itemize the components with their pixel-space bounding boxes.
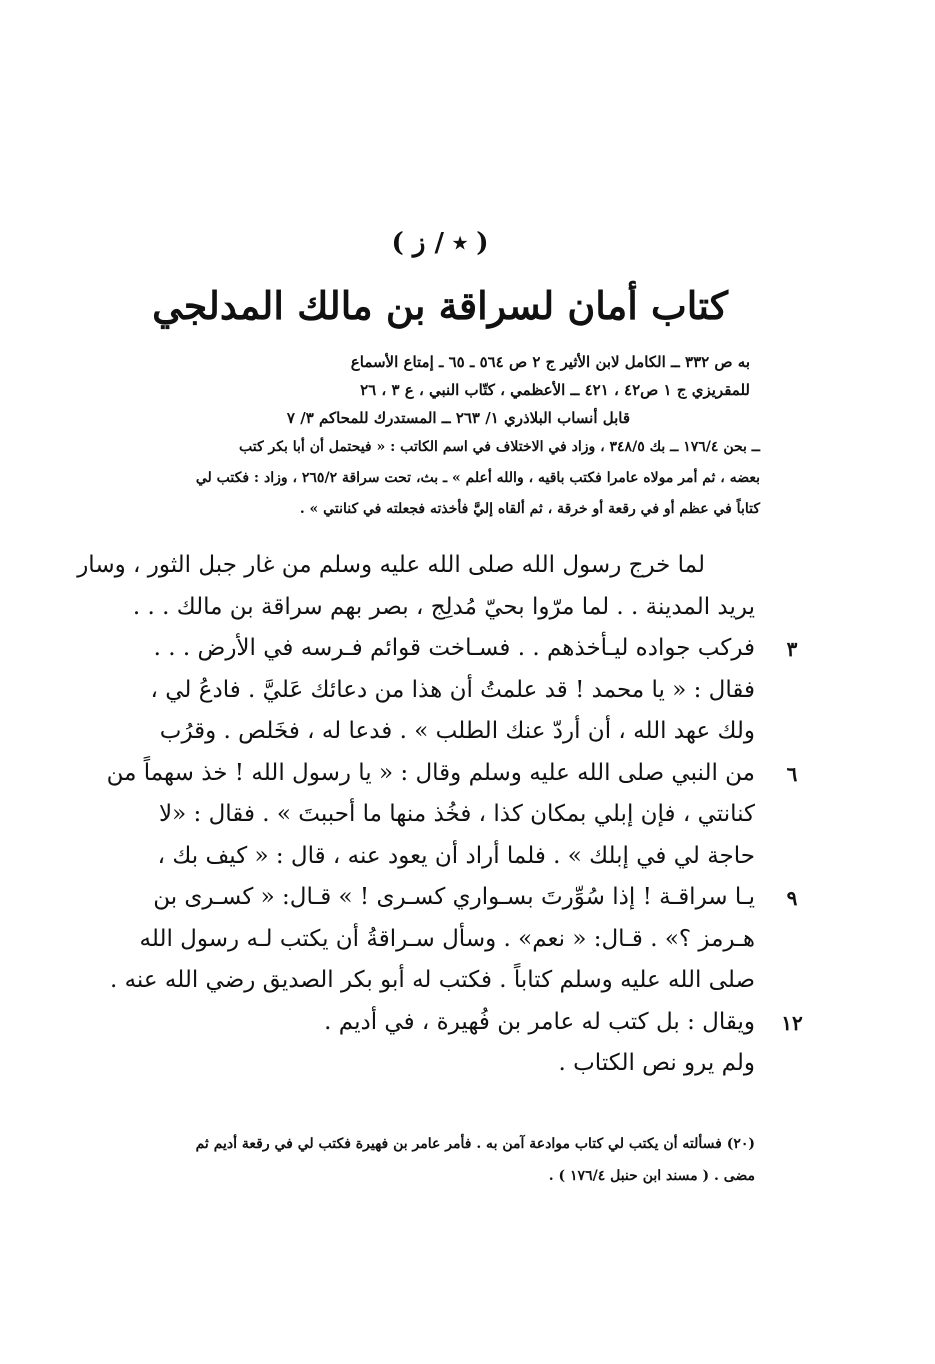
footnote-block <box>155 1128 755 1192</box>
body-text <box>77 545 755 1085</box>
body-line: هـرمز ؟» . قـال: « نعم» . وسأل سـراقةُ أن يكتب لـه رسول الله <box>139 925 755 952</box>
body-line: حاجة لي في إبلك » . فلما أراد أن يعود عنه ، قال : « كيف بك ، <box>157 842 755 869</box>
line-number: ٦ <box>786 762 798 786</box>
document-title: كتاب أمان لسراقة بن مالك المدلجي <box>152 283 728 328</box>
body-line: فقال : « يا محمد ! قد علمتُ أن هذا من دعائك عَليَّ . فادعُ لي ، <box>150 676 755 703</box>
line-number: ٣ <box>786 637 798 661</box>
body-line: ولك عهد الله ، أن أردّ عنك الطلب » . فدعا له ، فخَلص . وقرُب <box>159 718 755 744</box>
footnote-line: (٢٠) فسألته أن يكتب لي كتاب موادعة آمن به . فأمر عامر بن فهيرة فكتب لي في رقعة أديم ثم <box>195 1136 755 1152</box>
source-line: قابل أنساب البلاذري ١/ ٢٦٣ ــ المستدرك للمحاكم ٣/ ٧ <box>286 409 630 427</box>
body-line: يـا سراقـة ! إذا سُوِّرتَ بسـواري كسـرى ! » قـال: « كسـرى بن <box>153 884 755 910</box>
line-number: ٩ <box>786 886 798 910</box>
note-line: بعضه ، ثم أمر مولاه عامرا فكتب باقيه ، والله أعلم » ـ بث، تحت سراقة ٢٦٥/٢ ، وزاد : فكتب لي <box>195 470 760 486</box>
notes-block <box>120 432 760 525</box>
body-line: ولم يرو نص الكتاب . <box>558 1050 755 1076</box>
sources-block <box>190 348 750 432</box>
body-line: ويقال : بل كتب له عامر بن فُهيرة ، في أديم . <box>324 1008 755 1035</box>
body-line: فركب جواده ليـأخذهم . . فسـاخت قوائم فـرسه في الأرض . . . <box>153 635 755 661</box>
line-number: ١٢ <box>781 1011 803 1035</box>
source-line: به ص ٣٣٢ ــ الكامل لابن الأثير ج ٢ ص ٥٦٤ ـ ٦٥ ـ إمتاع الأسماع <box>350 353 750 371</box>
note-line: كتاباً في عظم أو في رقعة أو خرقة ، ثم ألقاه إليَّ فأخذته فجعلته في كنانتي » . <box>299 501 760 517</box>
body-line: كنانتي ، فإن إبلي بمكان كذا ، فخُذ منها ما أحببتَ » . فقال : «لا <box>159 801 755 827</box>
body-line: يريد المدينة . . لما مرّوا بحيّ مُدلِج ، بصر بهم سراقة بن مالك . . . <box>132 593 755 620</box>
note-line: ــ بحن ١٧٦/٤ ــ بك ٣٤٨/٥ ، وزاد في الاختلاف في اسم الكاتب : « فيحتمل أن أبا بكر كتب <box>239 439 760 455</box>
document-number: ( ٭ / ز ) <box>391 228 489 258</box>
body-line: صلى الله عليه وسلم كتاباً . فكتب له أبو بكر الصديق رضي الله عنه . <box>109 967 755 993</box>
footnote-line: مضى . ( مسند ابن حنبل ١٧٦/٤ ) . <box>548 1168 755 1184</box>
body-line: لما خرج رسول الله صلى الله عليه وسلم من غار جبل الثور ، وسار <box>77 552 705 578</box>
body-line: من النبي صلى الله عليه وسلم وقال : « يا رسول الله ! خذ سهماً من <box>106 759 755 786</box>
source-line: للمقريزي ج ١ ص٤٢ ، ٤٢١ ــ الأعظمي ، كتّاب النبي ، ع ٣ ، ٢٦ <box>360 381 750 399</box>
